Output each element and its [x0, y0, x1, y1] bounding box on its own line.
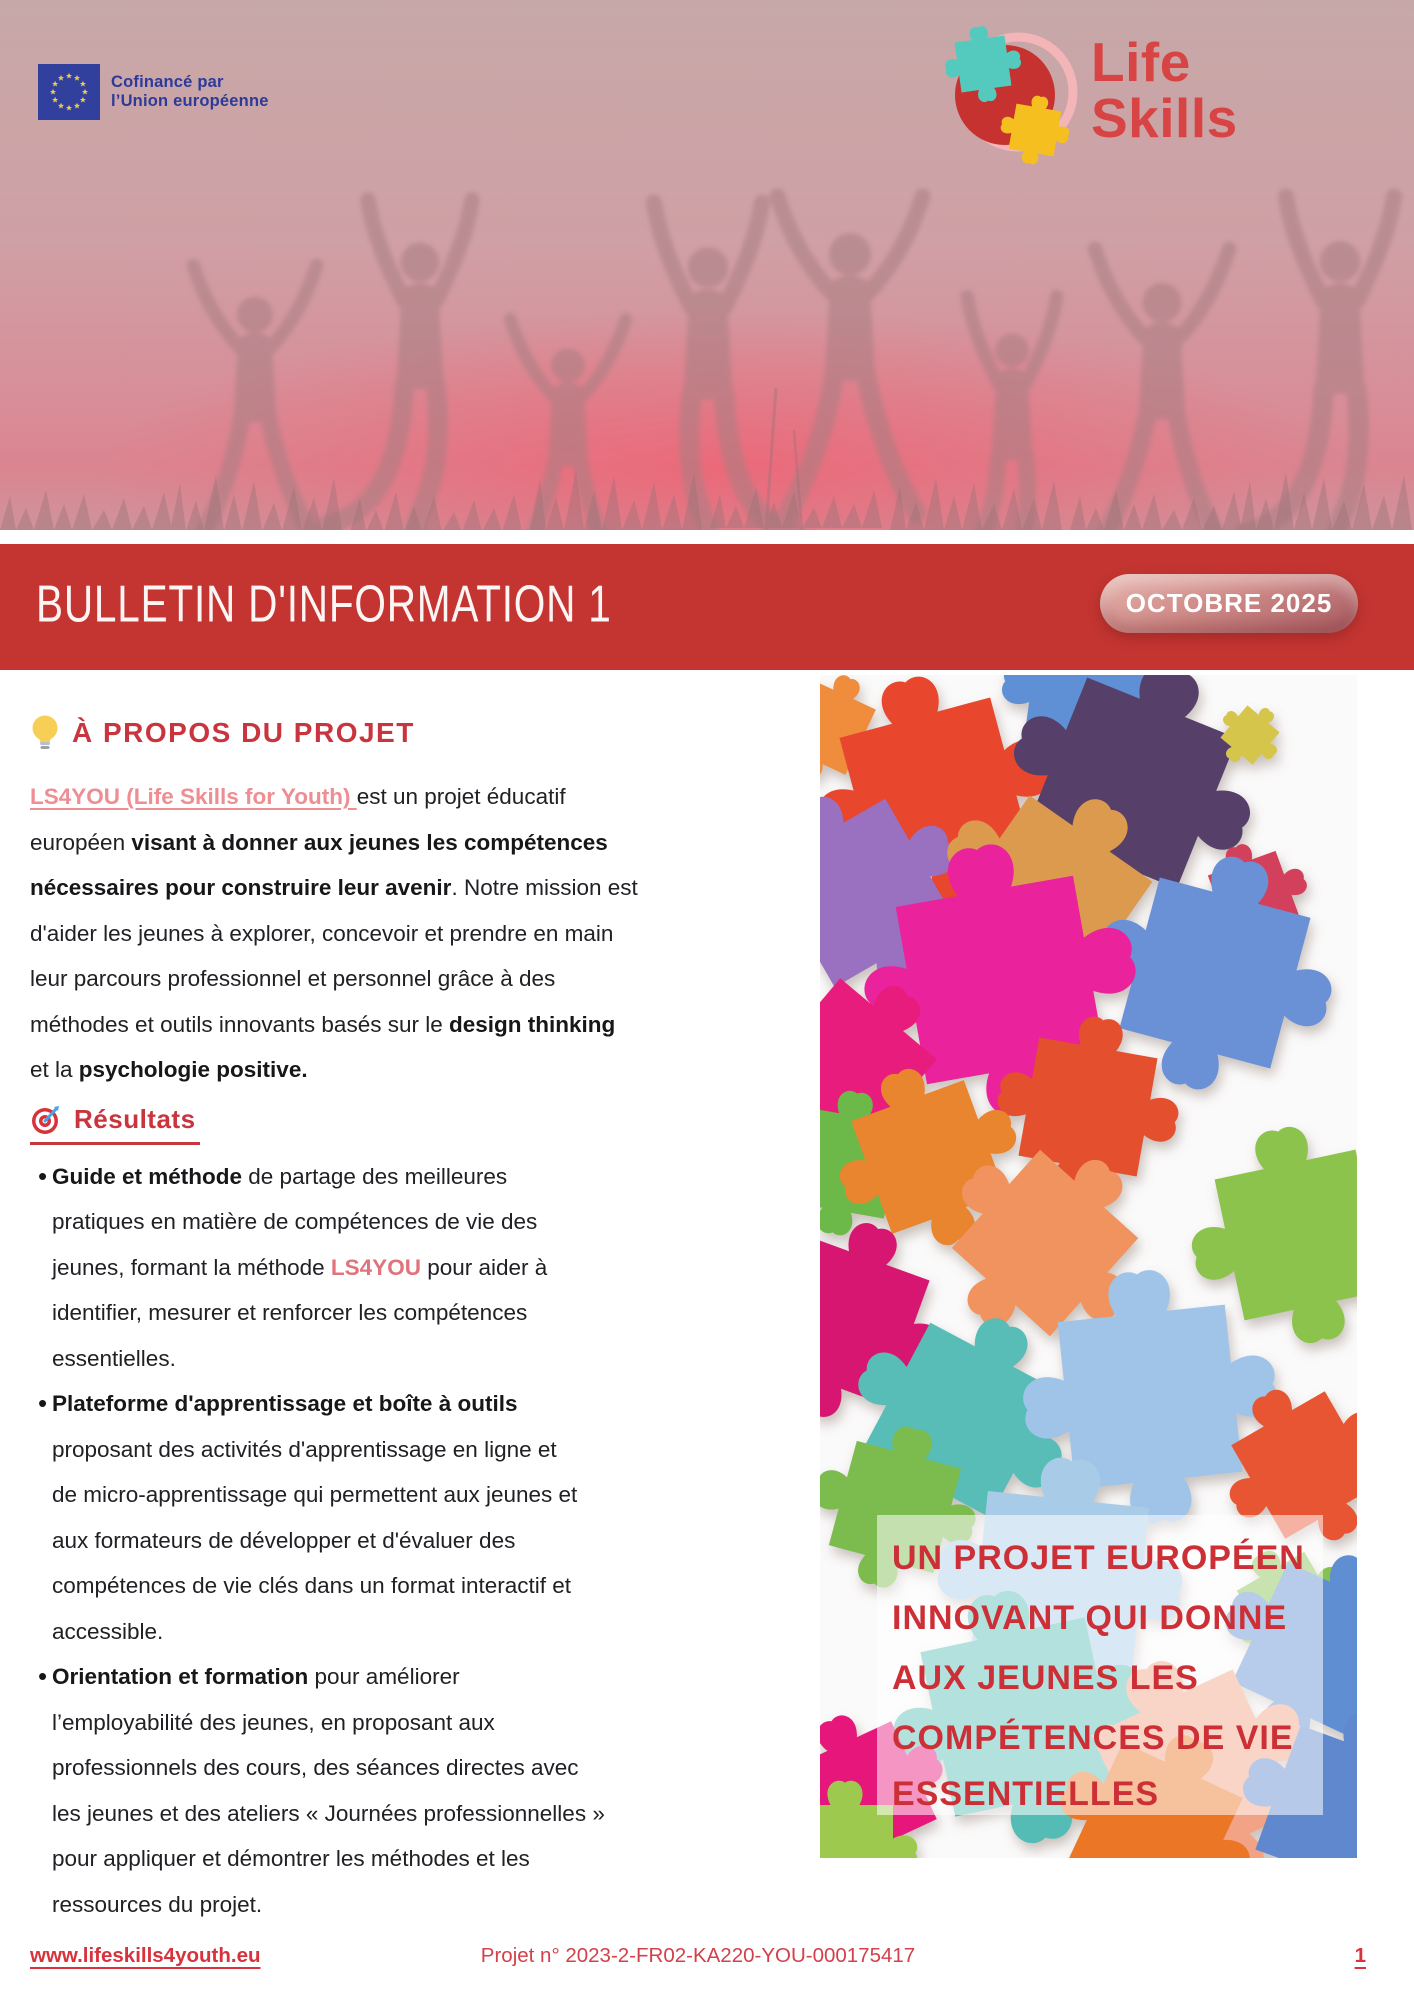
- text-segment: proposant des activités d'apprentissage en ligne et: [52, 1436, 557, 1462]
- text-line: [30, 865, 805, 911]
- poster-overlay: [877, 1515, 1323, 1815]
- text-segment: design thinking: [449, 1011, 616, 1037]
- text-segment: identifier, mesurer et renforcer les compétences: [52, 1300, 528, 1325]
- text-segment: ressources du projet.: [52, 1891, 263, 1917]
- results-section-title: Résultats: [74, 1104, 196, 1134]
- text-segment: aux formateurs de développer et d'évaluer des: [52, 1527, 516, 1553]
- text-line: [30, 911, 805, 957]
- poster-line: INNOVANT QUI DONNE: [892, 1599, 1288, 1637]
- eu-flag-icon: [38, 64, 100, 120]
- text-segment: les jeunes et des ateliers « Journées professionnelles »: [52, 1800, 605, 1826]
- text-line: [52, 1791, 805, 1837]
- target-icon: [30, 1104, 62, 1136]
- text-segment: jeunes, formant la méthode: [52, 1254, 331, 1280]
- text-segment: pratiques en matière de compétences de vie des: [52, 1209, 538, 1234]
- text-line: [52, 1518, 805, 1564]
- page-number: 1: [1354, 1944, 1366, 1967]
- text-line: [30, 820, 805, 866]
- text-segment: est un projet éducatif: [356, 784, 566, 809]
- text-segment: méthodes et outils innovants basés sur le: [30, 1011, 449, 1037]
- eu-logo-text-line2: l’Union européenne: [111, 92, 269, 110]
- main-content: [30, 670, 805, 1927]
- text-line: [30, 1002, 805, 1048]
- text-line: [30, 774, 805, 820]
- text-segment: Guide et méthode: [52, 1163, 243, 1189]
- text-segment: professionnels des cours, des séances directes avec: [52, 1755, 579, 1780]
- text-line: [52, 1427, 805, 1473]
- text-segment: de micro-apprentissage qui permettent aux jeunes et: [52, 1482, 578, 1507]
- text-line: [52, 1745, 805, 1791]
- about-section-title: À PROPOS DU PROJET: [72, 717, 415, 748]
- poster-line: COMPÉTENCES DE VIE: [892, 1719, 1294, 1757]
- text-segment: nécessaires pour construire leur avenir: [30, 875, 452, 900]
- website-link[interactable]: www.lifeskills4youth.eu: [30, 1944, 261, 1967]
- bullet-item: [30, 1154, 805, 1382]
- text-line: [52, 1245, 805, 1291]
- text-segment: . Notre mission est: [451, 875, 638, 900]
- text-segment: pour aider à: [420, 1254, 548, 1280]
- poster-line: ESSENTIELLES: [892, 1775, 1160, 1813]
- text-segment: européen: [30, 829, 132, 855]
- text-segment: compétences de vie clés dans un format interactif et: [52, 1573, 572, 1598]
- text-line: [52, 1472, 805, 1518]
- text-line: [52, 1654, 805, 1700]
- puzzle-photo: [820, 675, 1357, 1858]
- poster-line: UN PROJET EUROPÉEN: [892, 1539, 1305, 1577]
- results-list: [30, 1154, 805, 1928]
- text-segment: Orientation et formation: [52, 1664, 309, 1689]
- project-number: Projet n° 2023-2-FR02-KA220-YOU-000175417: [480, 1944, 916, 1967]
- text-line: [52, 1882, 805, 1928]
- page-title: BULLETIN D'INFORMATION 1: [36, 575, 612, 634]
- text-segment: LS4YOU: [330, 1254, 421, 1280]
- text-line: [52, 1700, 805, 1746]
- about-section-heading: [30, 714, 805, 752]
- poster-line: AUX JEUNES LES: [892, 1659, 1199, 1697]
- text-segment: visant à donner aux jeunes les compétences: [131, 829, 608, 855]
- text-segment: essentielles.: [52, 1345, 176, 1371]
- text-segment: et la: [30, 1057, 79, 1082]
- text-line: [52, 1290, 805, 1336]
- lifeskills-logo: [933, 22, 1238, 167]
- eu-cofunded-logo: [38, 64, 269, 120]
- date-badge: [1100, 574, 1358, 633]
- bullet-item: [30, 1381, 805, 1654]
- hero-image: [0, 0, 1414, 530]
- text-segment: psychologie positive.: [78, 1057, 308, 1082]
- text-segment: accessible.: [52, 1618, 164, 1644]
- text-line: [52, 1836, 805, 1882]
- bullet-item: [30, 1654, 805, 1927]
- text-line: [30, 1047, 805, 1093]
- text-segment: pour appliquer et démontrer les méthodes et les: [52, 1846, 530, 1871]
- text-line: [30, 956, 805, 1002]
- text-segment: d'aider les jeunes à explorer, concevoir et prendre en main: [30, 920, 614, 946]
- text-segment: Plateforme d'apprentissage et boîte à outils: [52, 1391, 518, 1416]
- text-segment: leur parcours professionnel et personnel grâce à des: [30, 966, 556, 991]
- date-badge-label: OCTOBRE 2025: [1125, 588, 1333, 618]
- title-banner: [0, 544, 1414, 670]
- eu-logo-text-line1: Cofinancé par: [111, 73, 224, 91]
- text-line: [52, 1336, 805, 1382]
- ls4you-link[interactable]: LS4YOU (Life Skills for Youth): [30, 784, 357, 809]
- text-segment: l’employabilité des jeunes, en proposant aux: [52, 1709, 495, 1735]
- page-footer: [30, 1940, 1366, 1976]
- lightbulb-icon: [30, 714, 60, 752]
- brand-text-line2: Skills: [1091, 87, 1238, 149]
- text-segment: pour améliorer: [308, 1664, 460, 1689]
- text-segment: de partage des meilleures: [242, 1163, 508, 1189]
- results-section-heading: [30, 1101, 200, 1145]
- text-line: [52, 1381, 805, 1427]
- text-line: [52, 1609, 805, 1655]
- text-line: [52, 1563, 805, 1609]
- text-line: [52, 1199, 805, 1245]
- puzzle-circle-icon: [933, 22, 1083, 167]
- text-line: [52, 1154, 805, 1200]
- about-paragraph: [30, 774, 805, 1093]
- brand-text-line1: Life: [1091, 31, 1191, 93]
